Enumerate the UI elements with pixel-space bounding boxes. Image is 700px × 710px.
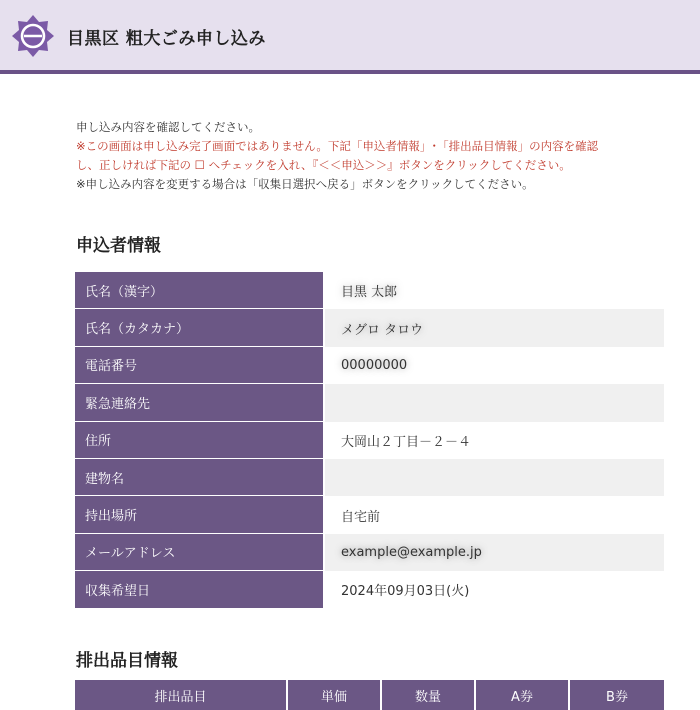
table-row xyxy=(75,534,664,571)
row-value xyxy=(325,384,664,421)
row-value xyxy=(325,459,664,496)
app-header xyxy=(0,0,700,74)
row-value: メグロ タロウ xyxy=(325,309,664,346)
row-value: 自宅前 xyxy=(325,496,664,533)
warning-line: ※この画面は申し込み完了画面ではありません。下記「申込者情報」･「排出品目情報」の内容を確認 xyxy=(76,139,599,153)
meguro-ward-emblem-icon xyxy=(11,14,55,58)
column-header-quantity: 数量 xyxy=(382,680,476,710)
table-row xyxy=(75,422,664,459)
row-label: 電話番号 xyxy=(75,347,325,384)
row-value: 大岡山２丁目－２－４ xyxy=(325,422,664,459)
row-value: example@example.jp xyxy=(325,534,664,571)
row-value: 00000000 xyxy=(325,347,664,384)
instructions xyxy=(76,118,598,194)
instruction-line: ※申し込み内容を変更する場合は「収集日選択へ戻る」ボタンをクリックしてください。 xyxy=(76,177,534,191)
row-label: 住所 xyxy=(75,422,325,459)
row-value: 2024年09月03日(火) xyxy=(325,571,664,608)
table-row xyxy=(75,272,664,309)
table-row xyxy=(75,347,664,384)
table-row xyxy=(75,309,664,346)
column-header-item: 排出品目 xyxy=(75,680,288,710)
warning-line: し、正しければ下記の ☐ へチェックを入れ、『＜＜申込＞＞』ボタンをクリックしてください。 xyxy=(76,158,571,172)
row-label: 収集希望日 xyxy=(75,571,325,608)
items-table-header xyxy=(75,680,664,710)
column-header-unit-price: 単価 xyxy=(288,680,382,710)
instruction-line: 申し込み内容を確認してください。 xyxy=(76,120,260,134)
applicant-info-table xyxy=(75,272,664,609)
row-label: 氏名（漢字） xyxy=(75,272,325,309)
table-row xyxy=(75,384,664,421)
column-header-b-ticket: B券 xyxy=(570,680,664,710)
row-label: 建物名 xyxy=(75,459,325,496)
row-label: 持出場所 xyxy=(75,496,325,533)
row-value: 目黒 太郎 xyxy=(325,272,664,309)
column-header-a-ticket: A券 xyxy=(476,680,570,710)
row-label: メールアドレス xyxy=(75,534,325,571)
table-row xyxy=(75,571,664,608)
applicant-section-title: 申込者情報 xyxy=(76,236,161,256)
row-label: 緊急連絡先 xyxy=(75,384,325,421)
row-label: 氏名（カタカナ） xyxy=(75,309,325,346)
table-row xyxy=(75,496,664,533)
items-section-title: 排出品目情報 xyxy=(76,651,178,671)
app-title: 目黒区 粗大ごみ申し込み xyxy=(67,29,266,49)
table-row xyxy=(75,459,664,496)
